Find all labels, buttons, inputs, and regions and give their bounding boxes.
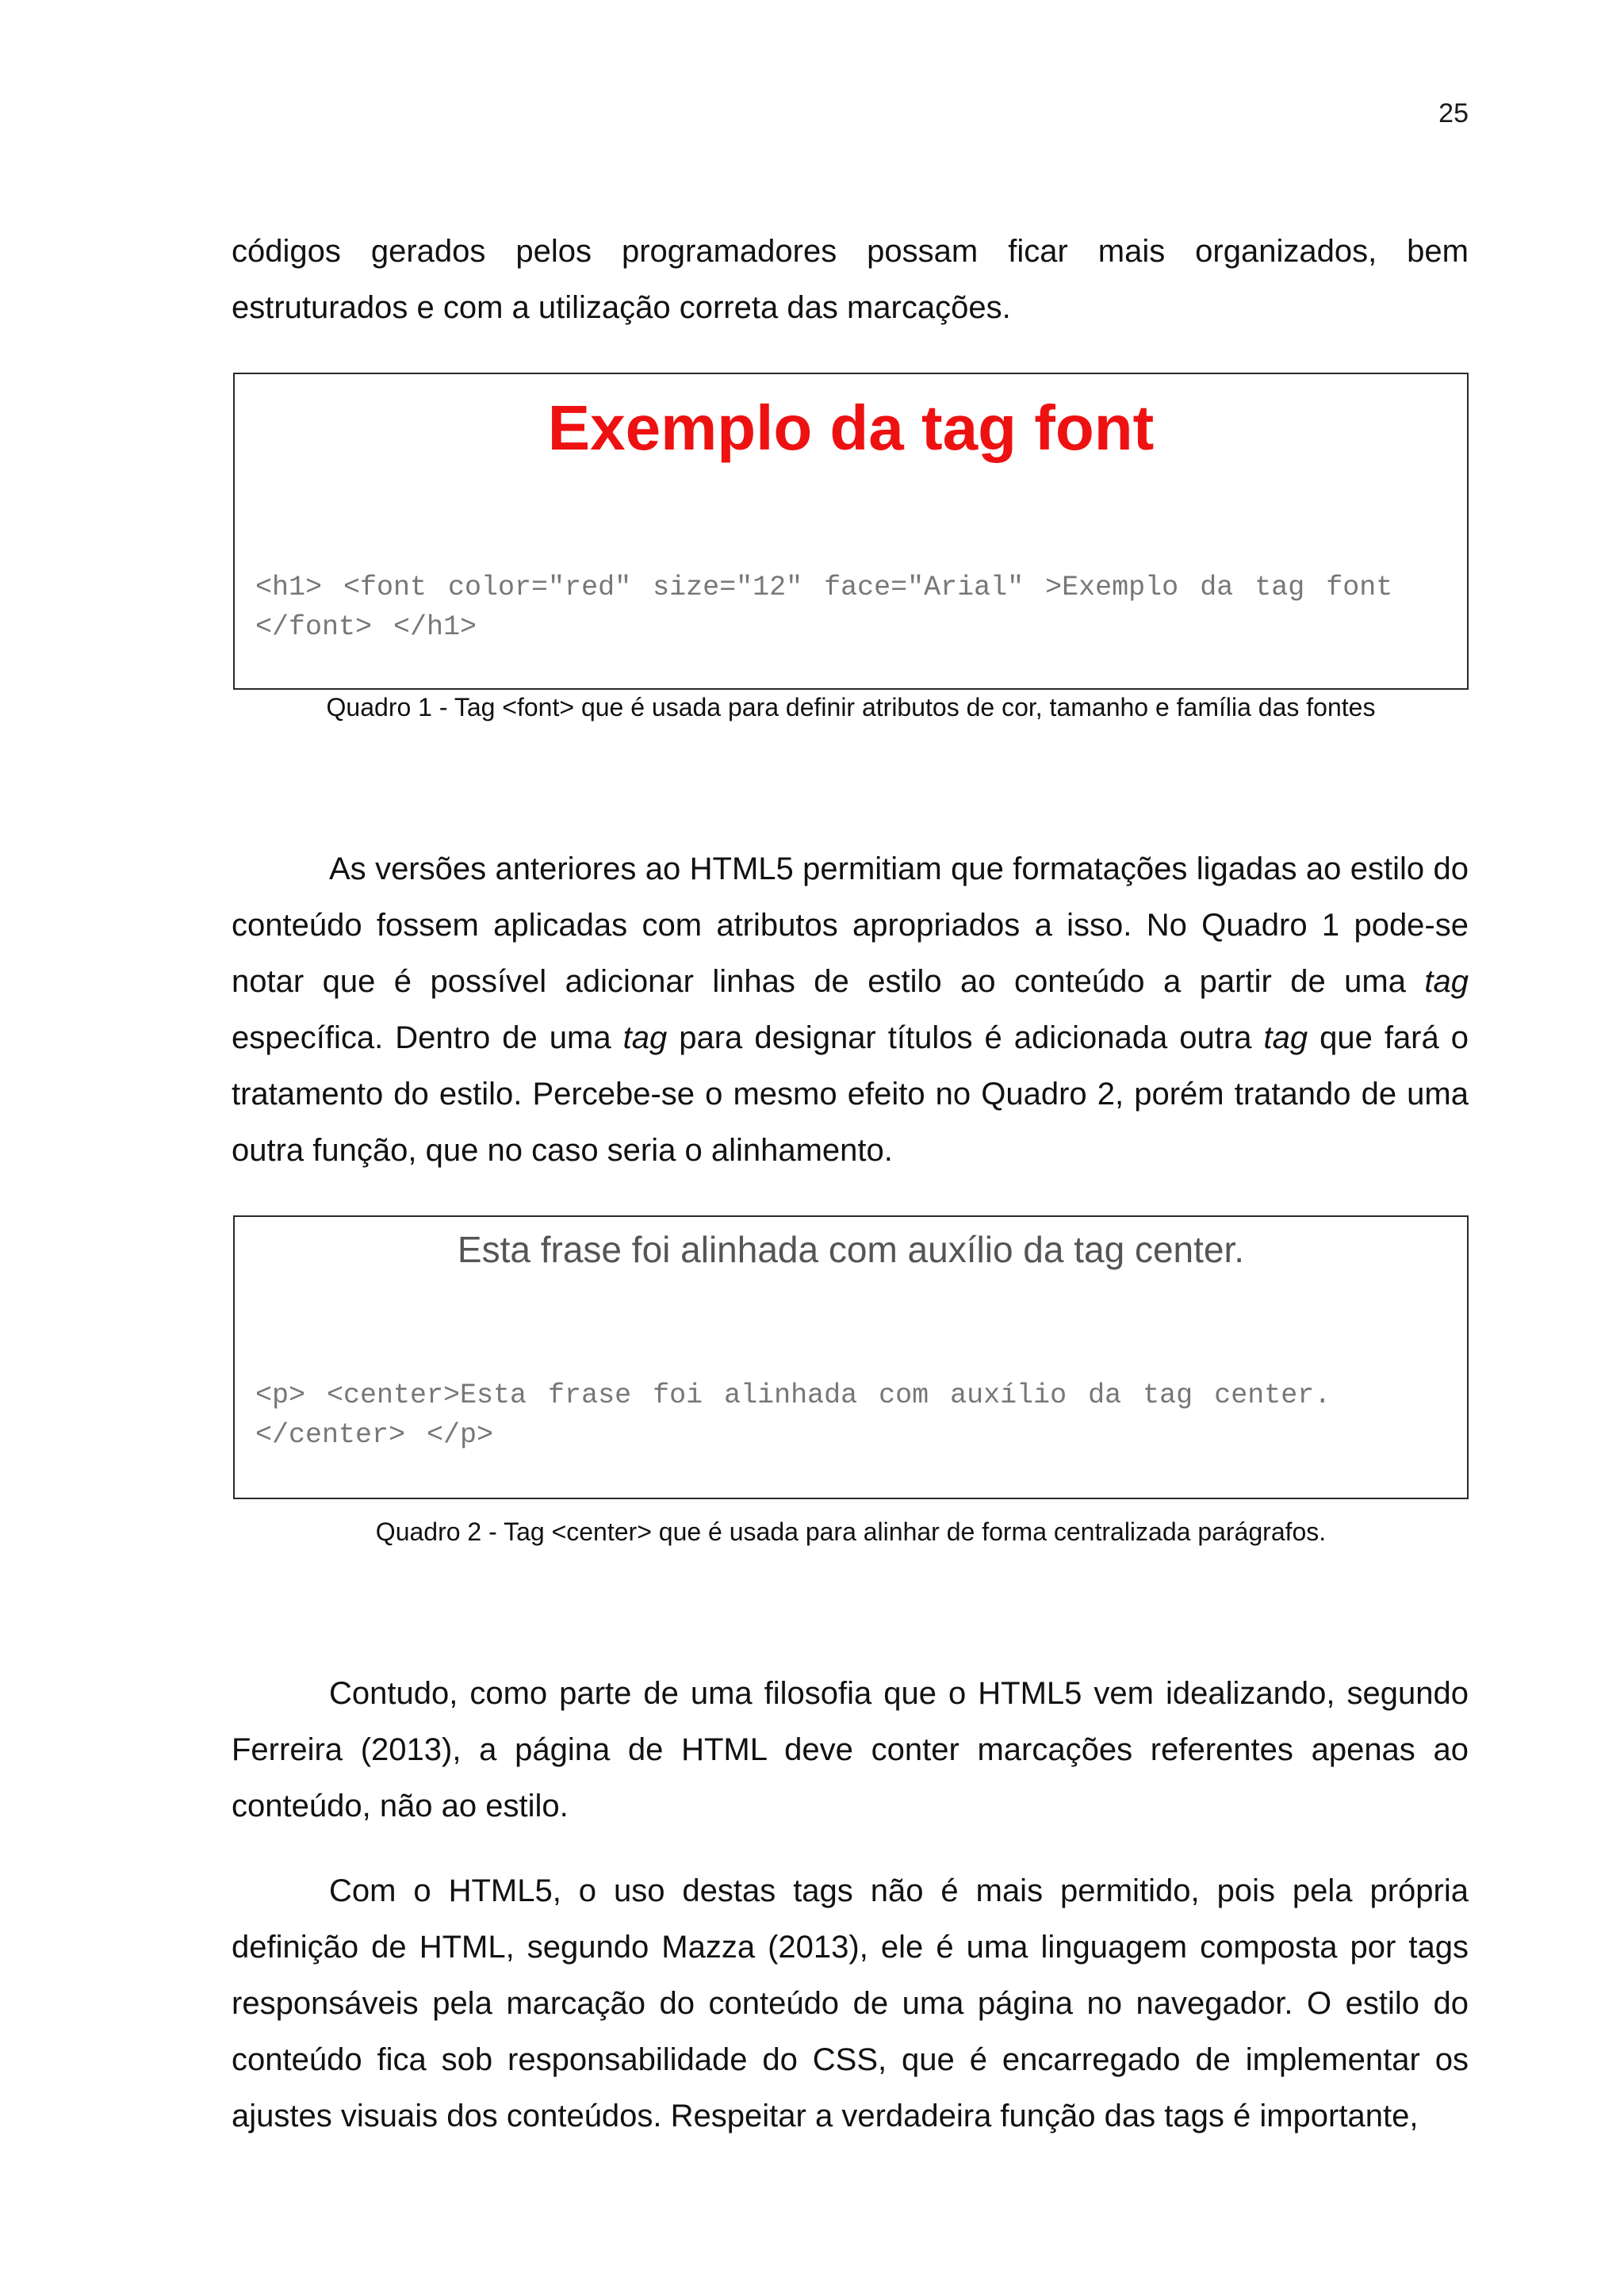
paragraph-2-part-2: específica. Dentro de uma <box>232 1020 623 1055</box>
quadro-2-code <box>255 1376 1446 1455</box>
quadro-1-caption: Quadro 1 - Tag <font> que é usada para definir atributos de cor, tamanho e família das fontes <box>326 693 1376 721</box>
quadro-1-code-line-1: <h1> <font color="red" size="12" face="Arial" >Exemplo da tag font <box>255 572 1393 603</box>
paragraph-2-em-tag-3: tag <box>1263 1020 1308 1055</box>
quadro-1-code-line-2: </font> </h1> <box>255 611 477 643</box>
quadro-2-code-line-1: <p> <center>Esta frase foi alinhada com auxílio da tag center. <box>255 1380 1331 1411</box>
paragraph-2-em-tag-2: tag <box>622 1020 668 1055</box>
paragraph-4: Com o HTML5, o uso destas tags não é mais permitido, pois pela própria definição de HTML, segundo Mazza (2013), ele é uma linguagem composta por tags responsáveis pela marcação do conteúdo de uma página no navegador. O estilo do conteúdo fica sob responsabilidade do CSS, que é encarregado de implementar os ajustes visuais dos conteúdos. Respeitar a verdadeira função das tags é importante, <box>232 1873 1469 2133</box>
intro-paragraph-block <box>232 224 1469 336</box>
paragraph-2 <box>232 841 1469 1179</box>
quadro-2-caption: Quadro 2 - Tag <center> que é usada para alinhar de forma centralizada parágrafos. <box>375 1517 1327 1546</box>
quadro-2-frame <box>233 1215 1469 1499</box>
paragraph-2-part-3: para designar títulos é adicionada outra <box>667 1020 1264 1055</box>
paragraph-2-block <box>232 841 1469 1179</box>
quadro-2-code-line-2: </center> </p> <box>255 1419 494 1451</box>
paragraph-4-block <box>232 1863 1469 2145</box>
quadro-1-code <box>255 568 1446 647</box>
quadro-1-rendered-heading: Exemplo da tag font <box>547 392 1155 463</box>
paragraph-3-block <box>232 1666 1469 1835</box>
paragraph-2-part-1: As versões anteriores ao HTML5 permitiam que formatações ligadas ao estilo do conteúdo fossem aplicadas com atributos apropriados a isso. No Quadro 1 pode-se notar que é possível adicionar linhas de estilo ao conteúdo a partir de uma <box>232 851 1469 999</box>
paragraph-2-em-tag-1: tag <box>1424 964 1469 999</box>
quadro-1-frame <box>233 373 1469 690</box>
intro-paragraph: códigos gerados pelos programadores possam ficar mais organizados, bem estruturados e com a utilização correta das marcações. <box>232 234 1469 325</box>
quadro-2-rendered-sentence: Esta frase foi alinhada com auxílio da tag center. <box>457 1229 1245 1270</box>
page-number: 25 <box>1438 98 1469 128</box>
paragraph-2-part-4: que fará o tratamento do estilo. Percebe-se o mesmo efeito no Quadro 2, porém tratando de uma outra função, que no caso seria o alinhamento. <box>232 1020 1469 1168</box>
paragraph-3: Contudo, como parte de uma filosofia que o HTML5 vem idealizando, segundo Ferreira (2013), a página de HTML deve conter marcações referentes apenas ao conteúdo, não ao estilo. <box>232 1676 1469 1823</box>
